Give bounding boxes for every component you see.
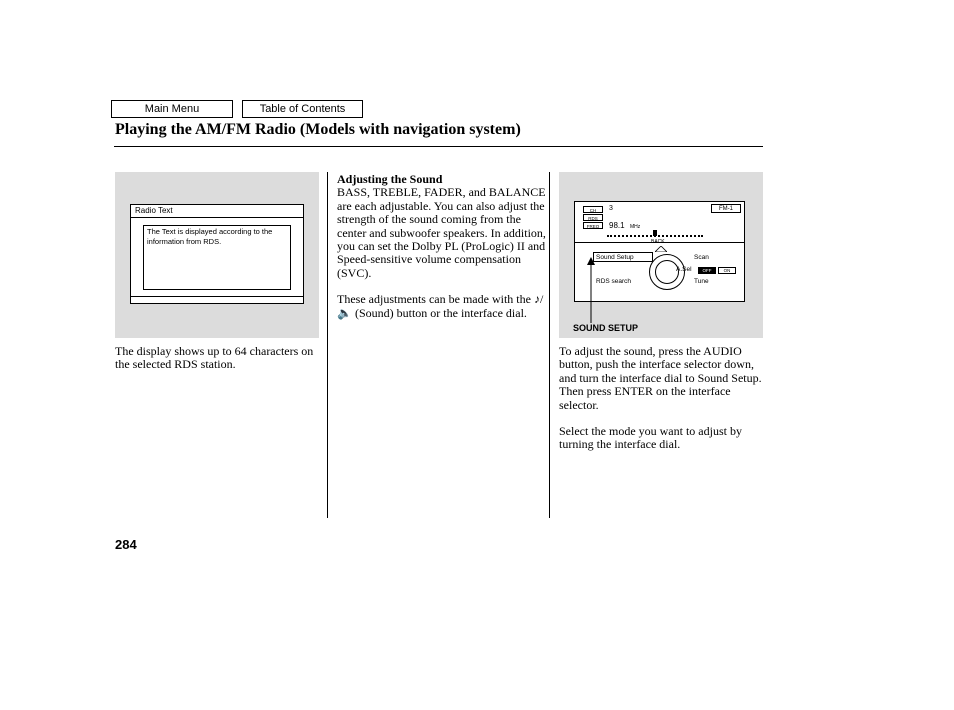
table-of-contents-button[interactable]: Table of Contents (242, 100, 363, 118)
sound-mode-instructions: Select the mode you want to adjust by turning the interface dial. (559, 424, 742, 452)
sound-setup-label: Sound Setup (596, 254, 634, 261)
rds-search-item: RDS search (596, 278, 632, 285)
audio-screen (574, 201, 745, 302)
frequency-unit: MHz (630, 224, 641, 230)
screen-header-rule (131, 217, 303, 218)
adjusting-sound-section (337, 173, 547, 320)
channel-number: 3 (609, 205, 613, 212)
off-indicator: OFF (698, 267, 716, 274)
radio-text-figure (115, 172, 319, 338)
scan-item: Scan (694, 254, 709, 261)
sound-setup-instructions: To adjust the sound, press the AUDIO button, push the interface selector down, and turn the interface dial to Sound Setup. Then press ENTER on the interface selector. (559, 344, 762, 412)
title-divider (114, 146, 763, 147)
back-label: BACK (651, 239, 665, 245)
on-indicator (718, 267, 736, 274)
para2-text-end: (Sound) button or the interface dial. (351, 305, 527, 320)
frequency: 98.1 (609, 221, 625, 230)
on-label: ON (723, 268, 731, 273)
page-title: Playing the AM/FM Radio (Models with navigation system) (115, 121, 521, 138)
band-label: FM-1 (719, 206, 733, 212)
sound-setup-figure (559, 172, 763, 338)
screen-footer-rule (131, 296, 303, 297)
column-divider-1 (327, 172, 328, 518)
radio-text-screen (130, 204, 304, 304)
freq-button: FREQ (583, 222, 603, 229)
tune-item: Tune (694, 278, 709, 285)
sound-icon: ♪/🔈 (337, 292, 544, 320)
page-number: 284 (115, 537, 137, 552)
back-arrow-icon (655, 246, 667, 252)
sound-setup-item (593, 252, 653, 262)
radio-text-message: The Text is displayed according to the information from RDS. (143, 225, 291, 290)
section-paragraph-1: BASS, TREBLE, FADER, and BALANCE are each adjustable. You can also adjust the strength of the sound coming from the center and subwoofer speakers. In addition, you can set the Dolby PL (ProLogic) II and Speed-sensitive volume compensation (SVC). (337, 185, 546, 280)
ch-button: CH (583, 206, 603, 213)
para2-text-start: These adjustments can be made with the (337, 292, 534, 307)
a-sel-item: A.Sel (676, 266, 692, 273)
column-divider-2 (549, 172, 550, 518)
band-indicator (711, 204, 741, 213)
main-menu-button[interactable]: Main Menu (111, 100, 233, 118)
figure-caption: SOUND SETUP (573, 323, 639, 333)
tuning-marker (653, 230, 657, 236)
pointer-arrow-icon (587, 257, 595, 323)
section-heading: Adjusting the Sound (337, 172, 443, 186)
radio-text-description: The display shows up to 64 characters on the selected RDS station. (115, 344, 314, 372)
rds-button: RDS (583, 214, 603, 221)
section-paragraph-2 (337, 293, 547, 320)
screen-title: Radio Text (135, 206, 173, 215)
